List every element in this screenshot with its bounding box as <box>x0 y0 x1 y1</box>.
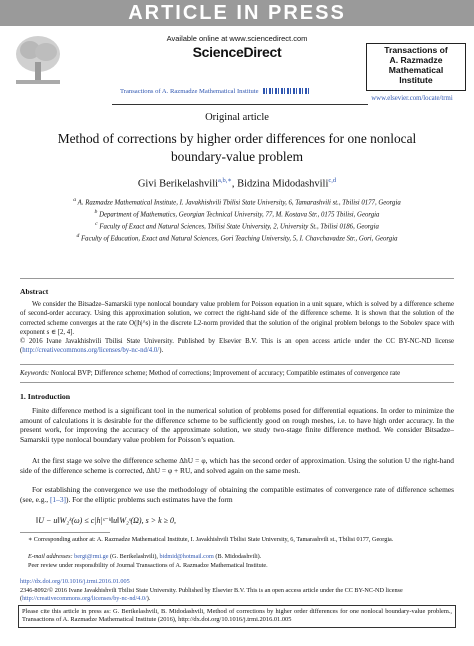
journal-name-link[interactable]: Transactions of A. Razmadze Mathematical Institute <box>120 88 259 95</box>
affiliation-text: Faculty of Exact and Natural Sciences, Tbilisi State University, 2, University St., Tbilisi 0186, Georgia <box>99 223 379 231</box>
barcode-icon <box>263 88 311 94</box>
affiliation-item <box>20 220 454 232</box>
journal-title-line: Institute <box>399 75 433 85</box>
intro-paragraph <box>20 485 454 504</box>
author-affiliation-link[interactable]: c,d <box>328 177 337 184</box>
affiliation-sup: b <box>94 209 98 216</box>
abstract-top-divider <box>20 278 454 279</box>
available-online-text: Available online at www.sciencedirect.com <box>166 34 308 43</box>
footnote-divider <box>20 532 110 533</box>
authors <box>0 176 474 190</box>
journal-title-line: A. Razmadze <box>389 55 443 65</box>
email-link[interactable]: bidmid@hotmail.com <box>159 553 214 560</box>
article-title <box>10 130 464 166</box>
author-name: Bidzina Midodashvili <box>237 178 329 190</box>
license-link[interactable]: http://creativecommons.org/licenses/by-nc-nd/4.0/ <box>22 347 160 355</box>
keywords-bottom-divider <box>20 382 454 383</box>
article-title-line: boundary-value problem <box>170 149 303 164</box>
copyright-text: 2346-8092/© 2016 Ivane Javakhishvili Tbilisi State University. Published by Elsevier B.V. This is an open access article under the CC BY-NC-ND license ( <box>20 587 403 603</box>
affiliation-text: A. Razmadze Mathematical Institute, I. Javakhishvili Tbilisi State University, 6, Tamarashvili st., Tbilisi 0177, Georgia <box>77 199 401 207</box>
affiliation-text: Faculty of Education, Exact and Natural Sciences, Gori Teaching University, 5, I. Chavchavadze Str., Gori, Georgia <box>81 235 398 243</box>
copyright-text-end: ). <box>146 595 151 603</box>
article-title-line: Method of corrections by higher order differences for one nonlocal <box>57 131 417 146</box>
journal-title-line: Transactions of <box>384 45 448 55</box>
author-separator: , <box>231 178 238 190</box>
article-in-press-banner: ARTICLE IN PRESS <box>0 0 474 26</box>
license-link[interactable]: http://creativecommons.org/licenses/by-nc-nd/4.0/ <box>22 595 147 603</box>
elsevier-logo-icon <box>6 32 70 90</box>
equation: ‖U − u‖W₂ᵏ(ω) ≤ c|h|ˢ⁻ᵏ‖u‖W₂ˢ(Ω), s > k ≥ 0, <box>36 516 177 525</box>
corresponding-author-note: ∗ Corresponding author at: A. Razmadze Mathematical Institute, I. Javakhishvili Tbilisi State University, 6, Tamarashvili st., Tbilisi 0177, Georgia. <box>28 536 394 543</box>
abstract-paragraph: We consider the Bitsadze–Samarskii type nonlocal boundary value problem for Poisson equation in a unit square, which is solved by a difference scheme of second-order accuracy. Using this approximation solution, we correct the right-hand side of the difference scheme. It is shown that the solution of the corrected scheme converges at the rate O(|h|^s) in the discrete L2-norm provided that the solution of the original problem belongs to the Sobolev space with exponent s ∈ [2, 4]. <box>20 301 454 336</box>
affiliation-item <box>20 232 454 244</box>
abstract-license <box>20 337 454 356</box>
article-type: Original article <box>205 112 269 123</box>
journal-line <box>120 88 370 95</box>
author-affiliation-link[interactable]: a,b,∗ <box>218 177 232 184</box>
doi-link[interactable]: http://dx.doi.org/10.1016/j.trmi.2016.01.005 <box>20 578 130 585</box>
affiliation-text: Department of Mathematics, Georgian Technical University, 77, M. Kostava Str., 0175 Tbilisi, Georgia <box>99 211 380 219</box>
intro-paragraph: Finite difference method is a significant tool in the numerical solution of problems posed for differential equations. In order to minimize the amount of calculations it is desirable for the difference scheme to be sufficiently good on rough meshes, i.e. to have high order accuracy. In the present work, for improving the accuracy of the approximate solution, we study two-stage finite difference method. We consider Bitsadze–Samarskii type nonlocal boundary value problem for Poisson’s equation. <box>20 406 454 444</box>
license-text: © 2016 Ivane Javakhishvili Tbilisi State University. Published by Elsevier B.V. This is an open access article under the CC BY-NC-ND license ( <box>20 338 454 355</box>
email-owner: (G. Berikelashvili), <box>108 553 160 560</box>
affiliation-sup: c <box>95 221 98 228</box>
keywords-label: Keywords: <box>20 370 50 377</box>
author-name: Givi Berikelashvili <box>137 178 219 190</box>
affiliation-sup: a <box>73 197 77 203</box>
header-divider <box>112 104 368 105</box>
peer-review-note: Peer review under responsibility of Journal Transactions of A. Razmadze Mathematical Institute. <box>28 562 268 569</box>
license-text-end: ). <box>159 347 164 355</box>
journal-title <box>366 45 466 85</box>
cite-box: Please cite this article in press as: G. Berikelashvili, B. Midodashvili, Method of corrections by higher order differences for one nonlocal boundary-value problem., Transactions of A. Razmadze Mathematical Institute (2016), http://dx.doi.org/10.1016/j.trmi.2016.01.005 <box>18 605 456 628</box>
affiliation-item <box>20 208 454 220</box>
intro-text-end: ). For the elliptic problems such estimates have the form <box>65 494 233 504</box>
keywords <box>20 369 454 378</box>
reference-link[interactable]: [1–3] <box>49 494 66 504</box>
elsevier-url-link[interactable]: www.elsevier.com/locate/trmi <box>371 95 453 102</box>
email-owner: (B. Midodashvili). <box>213 553 262 560</box>
section-heading: 1. Introduction <box>20 392 71 401</box>
intro-paragraph: At the first stage we solve the difference scheme ΔhU = φ, which has the second order of approximation. Using the solution U the right-hand side of the difference scheme is corrected, ΔhU = φ + RU, and solved again on the same mesh. <box>20 456 454 475</box>
keywords-divider <box>20 364 454 365</box>
keywords-text: Nonlocal BVP; Difference scheme; Method of corrections; Improvement of accuracy; Compatible estimates of convergence rate <box>49 370 401 377</box>
email-link[interactable]: bergi@rmi.ge <box>74 553 109 560</box>
email-addresses <box>28 553 454 560</box>
affiliations <box>20 196 454 244</box>
sciencedirect-logo: ScienceDirect <box>192 44 282 60</box>
intro-text: For establishing the convergence we use the methodology of obtaining the compatible estimates of convergence rate of difference schemes (see, e.g., <box>20 485 454 504</box>
affiliation-sup: d <box>76 233 80 240</box>
abstract-heading: Abstract <box>20 287 49 296</box>
affiliation-item <box>20 196 454 208</box>
journal-title-line: Mathematical <box>388 65 444 75</box>
copyright-note <box>20 587 454 603</box>
email-label: E-mail addresses: <box>28 553 73 560</box>
